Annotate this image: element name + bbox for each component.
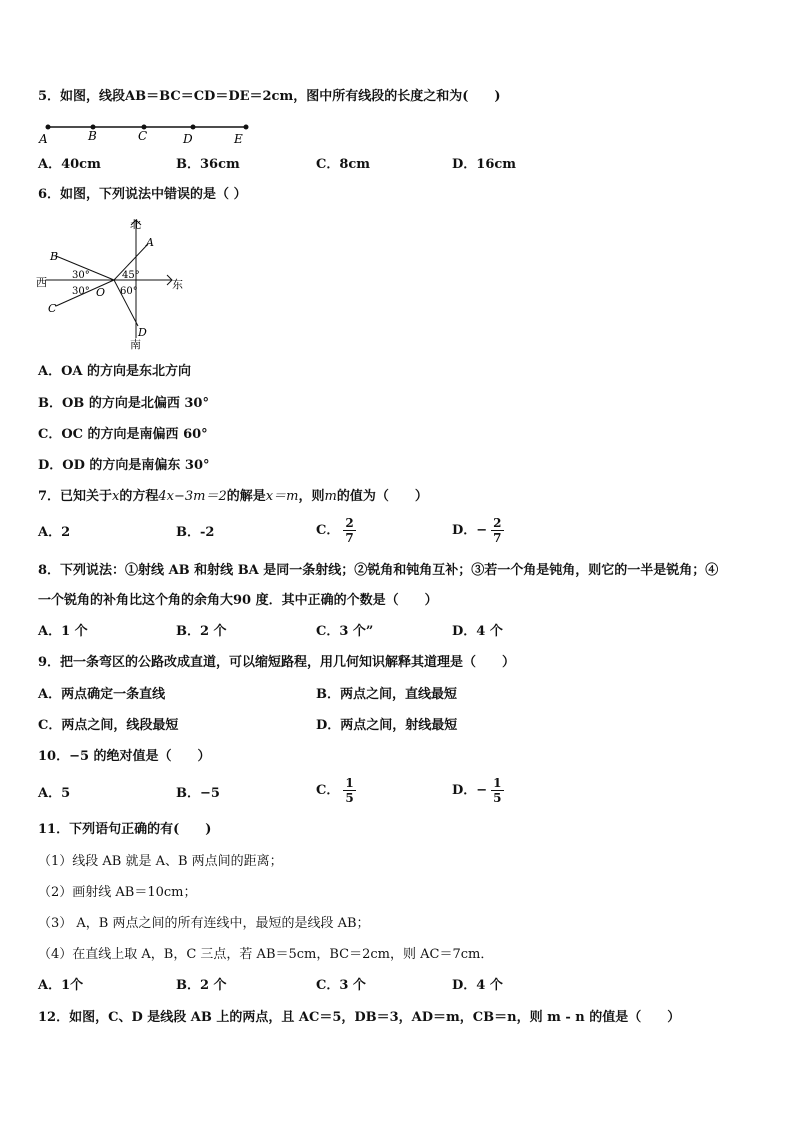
q5-point-d: D xyxy=(183,132,193,146)
q11-option-d: D．4 个 xyxy=(452,978,503,993)
q9-stem: 9．把一条弯区的公路改成直道，可以缩短路程，用几何知识解释其道理是（ ） xyxy=(38,655,516,670)
q6-option-b: B．OB 的方向是北偏西 30° xyxy=(38,396,209,411)
q5-segment-figure xyxy=(36,118,256,148)
q10-option-c-numerator: 1 xyxy=(345,776,354,790)
q5-point-a: A xyxy=(39,132,48,146)
q5-option-b: B．36cm xyxy=(176,157,240,172)
q6-ray-c-label: C xyxy=(48,302,57,315)
q11-option-b: B．2 个 xyxy=(176,978,227,993)
q10-option-c xyxy=(316,776,356,805)
q10-option-b: B．−5 xyxy=(176,786,220,801)
q6-west-label: 西 xyxy=(36,276,47,289)
q6-compass-figure xyxy=(36,216,186,352)
q6-origin-label: O xyxy=(96,286,106,299)
q8-stem-line1: 8．下列说法：①射线 AB 和射线 BA 是同一条射线；②锐角和钝角互补；③若一个角是钝角，则它的一半是锐角；④ xyxy=(38,563,719,578)
q9-option-b: B．两点之间，直线最短 xyxy=(316,687,457,702)
q7-equation: 4x−3m＝2 xyxy=(158,489,227,504)
q7-stem-mid: 的方程 xyxy=(119,489,159,504)
q7-stem xyxy=(38,488,428,506)
q8-stem-line2: 一个锐角的补角比这个角的余角大90 度．其中正确的个数是（ ） xyxy=(38,593,438,608)
q6-ray-b-label: B xyxy=(50,250,59,263)
q10-option-d-label: D．− xyxy=(452,783,488,798)
q10-option-a: A．5 xyxy=(38,786,71,801)
q9-option-c: C．两点之间，线段最短 xyxy=(38,718,179,733)
q8-option-a: A．1 个 xyxy=(38,624,88,639)
q10-option-c-fraction xyxy=(343,776,355,805)
q7-option-c xyxy=(316,516,356,545)
q7-option-c-denominator: 7 xyxy=(345,531,354,545)
q7-var-m: m xyxy=(324,489,337,504)
q8-option-b: B．2 个 xyxy=(176,624,227,639)
q6-angle-a-label: 45° xyxy=(122,270,140,281)
q8-option-d: D．4 个 xyxy=(452,624,503,639)
q8-option-c: C．3 个” xyxy=(316,624,374,639)
q11-stem: 11．下列语句正确的有( ) xyxy=(38,822,212,837)
q7-stem-prefix: 7．已知关于 xyxy=(38,489,113,504)
q7-option-c-label: C． xyxy=(316,523,340,538)
q10-option-c-label: C． xyxy=(316,783,340,798)
q5-point-e: E xyxy=(234,132,243,146)
q5-option-a: A．40cm xyxy=(38,157,101,172)
q7-stem-end: 的值为（ ） xyxy=(336,489,428,504)
q6-south-label: 南 xyxy=(130,338,141,351)
q7-stem-mid3: ，则 xyxy=(298,489,325,504)
q7-option-d-denominator: 7 xyxy=(493,531,502,545)
q6-angle-b-label: 30° xyxy=(72,270,90,281)
q7-stem-mid2: 的解是 xyxy=(226,489,266,504)
q6-option-d: D．OD 的方向是南偏东 30° xyxy=(38,458,210,473)
q12-stem: 12．如图，C、D 是线段 AB 上的两点，且 AC＝5，DB＝3，AD＝m，CB＝n，则 m - n 的值是（ ） xyxy=(38,1010,681,1025)
q6-option-c: C．OC 的方向是南偏西 60° xyxy=(38,427,208,442)
q6-ray-d-label: D xyxy=(138,326,147,339)
q6-angle-d-label: 60° xyxy=(120,286,138,297)
q7-option-b: B．-2 xyxy=(176,525,215,540)
q11-option-a: A．1个 xyxy=(38,978,84,993)
q6-ray-a-label: A xyxy=(146,236,154,249)
q9-option-d: D．两点之间，射线最短 xyxy=(316,718,458,733)
q7-option-d-numerator: 2 xyxy=(493,516,502,530)
q11-statement-3: （3） A，B 两点之间的所有连线中，最短的是线段 AB； xyxy=(38,916,370,931)
q6-angle-c-label: 30° xyxy=(72,286,90,297)
q9-option-a: A．两点确定一条直线 xyxy=(38,687,166,702)
q5-point-b: B xyxy=(88,129,97,143)
q7-solution: x＝m xyxy=(265,489,299,504)
q7-option-d-label: D．− xyxy=(452,523,488,538)
q7-option-a: A．2 xyxy=(38,525,71,540)
q10-option-d xyxy=(452,776,504,805)
q11-statement-2: （2）画射线 AB＝10cm； xyxy=(38,885,197,900)
q6-stem: 6．如图，下列说法中错误的是（ ） xyxy=(38,187,247,202)
q11-option-c: C．3 个 xyxy=(316,978,366,993)
q5-option-d: D．16cm xyxy=(452,157,517,172)
q7-option-c-fraction xyxy=(343,516,355,545)
q10-stem: 10．−5 的绝对值是（ ） xyxy=(38,749,211,764)
q5-option-c: C．8cm xyxy=(316,157,371,172)
q6-east-label: 东 xyxy=(172,278,183,291)
q7-option-d xyxy=(452,516,504,545)
q7-option-d-fraction xyxy=(491,516,503,545)
q7-var-x: x xyxy=(112,489,120,504)
q10-option-d-denominator: 5 xyxy=(493,791,502,805)
q11-statement-1: （1）线段 AB 就是 A、B 两点间的距离； xyxy=(38,854,283,869)
q6-option-a: A．OA 的方向是东北方向 xyxy=(38,364,192,379)
q6-north-label: 北 xyxy=(130,218,141,231)
q5-point-c: C xyxy=(138,129,148,143)
q10-option-d-numerator: 1 xyxy=(493,776,502,790)
q7-option-c-numerator: 2 xyxy=(345,516,354,530)
q10-option-d-fraction xyxy=(491,776,503,805)
q10-option-c-denominator: 5 xyxy=(345,791,354,805)
q11-statement-4: （4）在直线上取 A，B，C 三点，若 AB＝5cm，BC＝2cm，则 AC＝7cm． xyxy=(38,947,494,962)
q5-stem: 5．如图，线段AB＝BC＝CD＝DE＝2cm，图中所有线段的长度之和为( ) xyxy=(38,89,501,104)
